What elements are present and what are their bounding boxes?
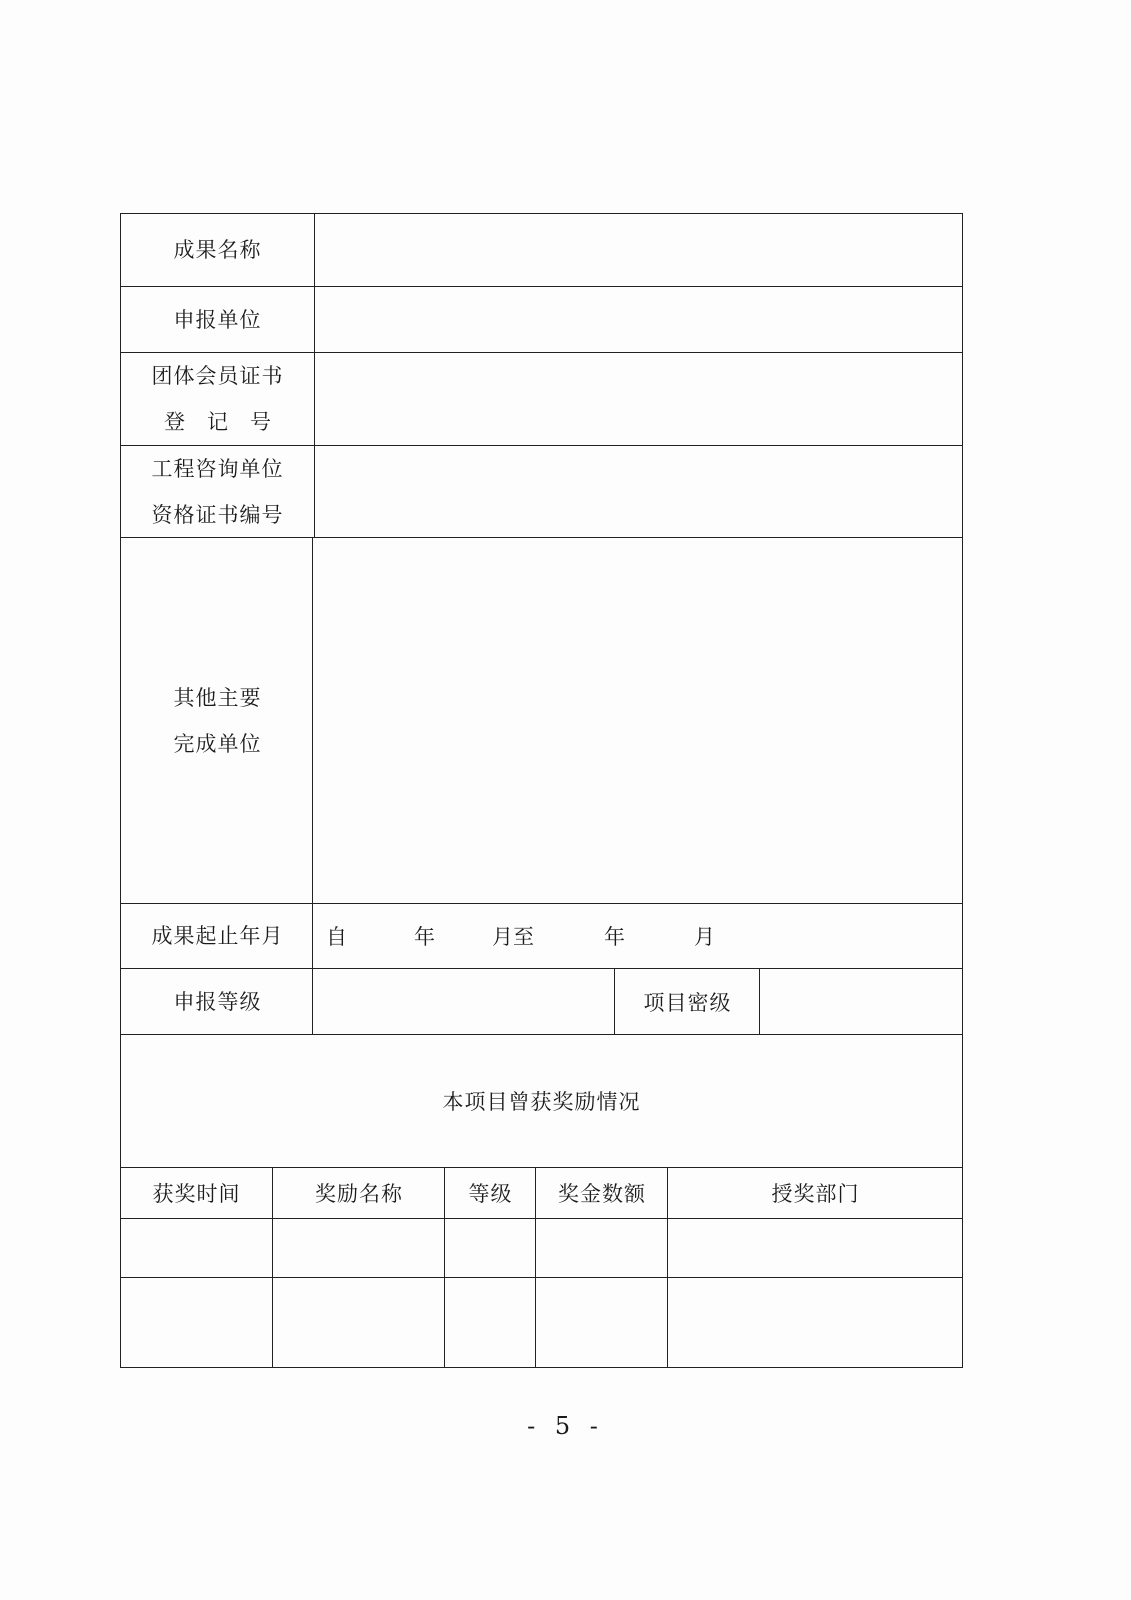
period-label: 成果起止年月: [151, 924, 284, 948]
awards-cell-name[interactable]: [274, 1219, 444, 1277]
period-from: 自: [326, 925, 347, 949]
group-member-cert-label-line1: 团体会员证书: [151, 364, 284, 388]
other-units-label-line2: 完成单位: [173, 731, 262, 756]
achievement-application-form: [120, 213, 963, 1368]
awards-section-title: 本项目曾获奖励情况: [442, 1090, 641, 1114]
row-level: [121, 969, 962, 1035]
consult-unit-cert-field[interactable]: [316, 446, 962, 537]
awards-header-dept: 授奖部门: [771, 1182, 860, 1206]
period-month-end: 月: [694, 925, 715, 949]
awards-cell-time[interactable]: [121, 1219, 272, 1277]
applicant-unit-label: 申报单位: [173, 307, 262, 332]
row-other-units: [121, 538, 962, 904]
awards-header-time: 获奖时间: [152, 1182, 241, 1206]
awards-header-level: 等级: [468, 1182, 513, 1206]
period-date-line: [326, 904, 715, 968]
row-period: [121, 904, 962, 969]
group-member-cert-label: [121, 353, 314, 445]
awards-cell-amount[interactable]: [537, 1219, 667, 1277]
awards-cell-dept[interactable]: [669, 1278, 962, 1367]
row-applicant-unit: [121, 287, 962, 353]
consult-unit-cert-label-line1: 工程咨询单位: [151, 456, 284, 481]
awards-cell-amount[interactable]: [537, 1278, 667, 1367]
achievement-name-label: 成果名称: [173, 238, 262, 262]
awards-cell-time[interactable]: [121, 1278, 272, 1367]
period-year-start: 年: [414, 925, 435, 949]
period-year-end: 年: [604, 925, 625, 949]
level-field[interactable]: [314, 969, 612, 1034]
awards-header-name: 奖励名称: [315, 1182, 403, 1206]
awards-cell-dept[interactable]: [669, 1219, 962, 1277]
row-achievement-name: [121, 214, 962, 287]
row-consult-unit-cert: [121, 446, 962, 538]
level-label: 申报等级: [173, 989, 262, 1014]
awards-header-row: [121, 1168, 962, 1219]
awards-data-row: [121, 1278, 962, 1367]
awards-cell-name[interactable]: [274, 1278, 444, 1367]
page-number: - 5 -: [527, 1412, 604, 1440]
secrecy-field[interactable]: [761, 969, 962, 1034]
awards-header-amount: 奖金数额: [558, 1182, 646, 1206]
awards-data-row: [121, 1219, 962, 1278]
group-member-cert-field[interactable]: [316, 353, 962, 445]
row-awards-title: [121, 1035, 962, 1168]
applicant-unit-field[interactable]: [316, 287, 962, 352]
consult-unit-cert-label-line2: 资格证书编号: [151, 502, 284, 527]
other-units-label-line1: 其他主要: [173, 685, 262, 710]
achievement-name-field[interactable]: [316, 214, 962, 286]
consult-unit-cert-label: [121, 446, 314, 537]
period-field[interactable]: [314, 904, 962, 968]
other-units-label: [121, 538, 314, 903]
secrecy-label: 项目密级: [643, 990, 732, 1015]
group-member-cert-label-line2: 登记号: [164, 410, 293, 434]
awards-cell-level[interactable]: [446, 1278, 535, 1367]
period-month-to: 月至: [492, 925, 534, 949]
row-group-member-cert: [121, 353, 962, 446]
other-units-field[interactable]: [316, 538, 962, 903]
awards-cell-level[interactable]: [446, 1219, 535, 1277]
